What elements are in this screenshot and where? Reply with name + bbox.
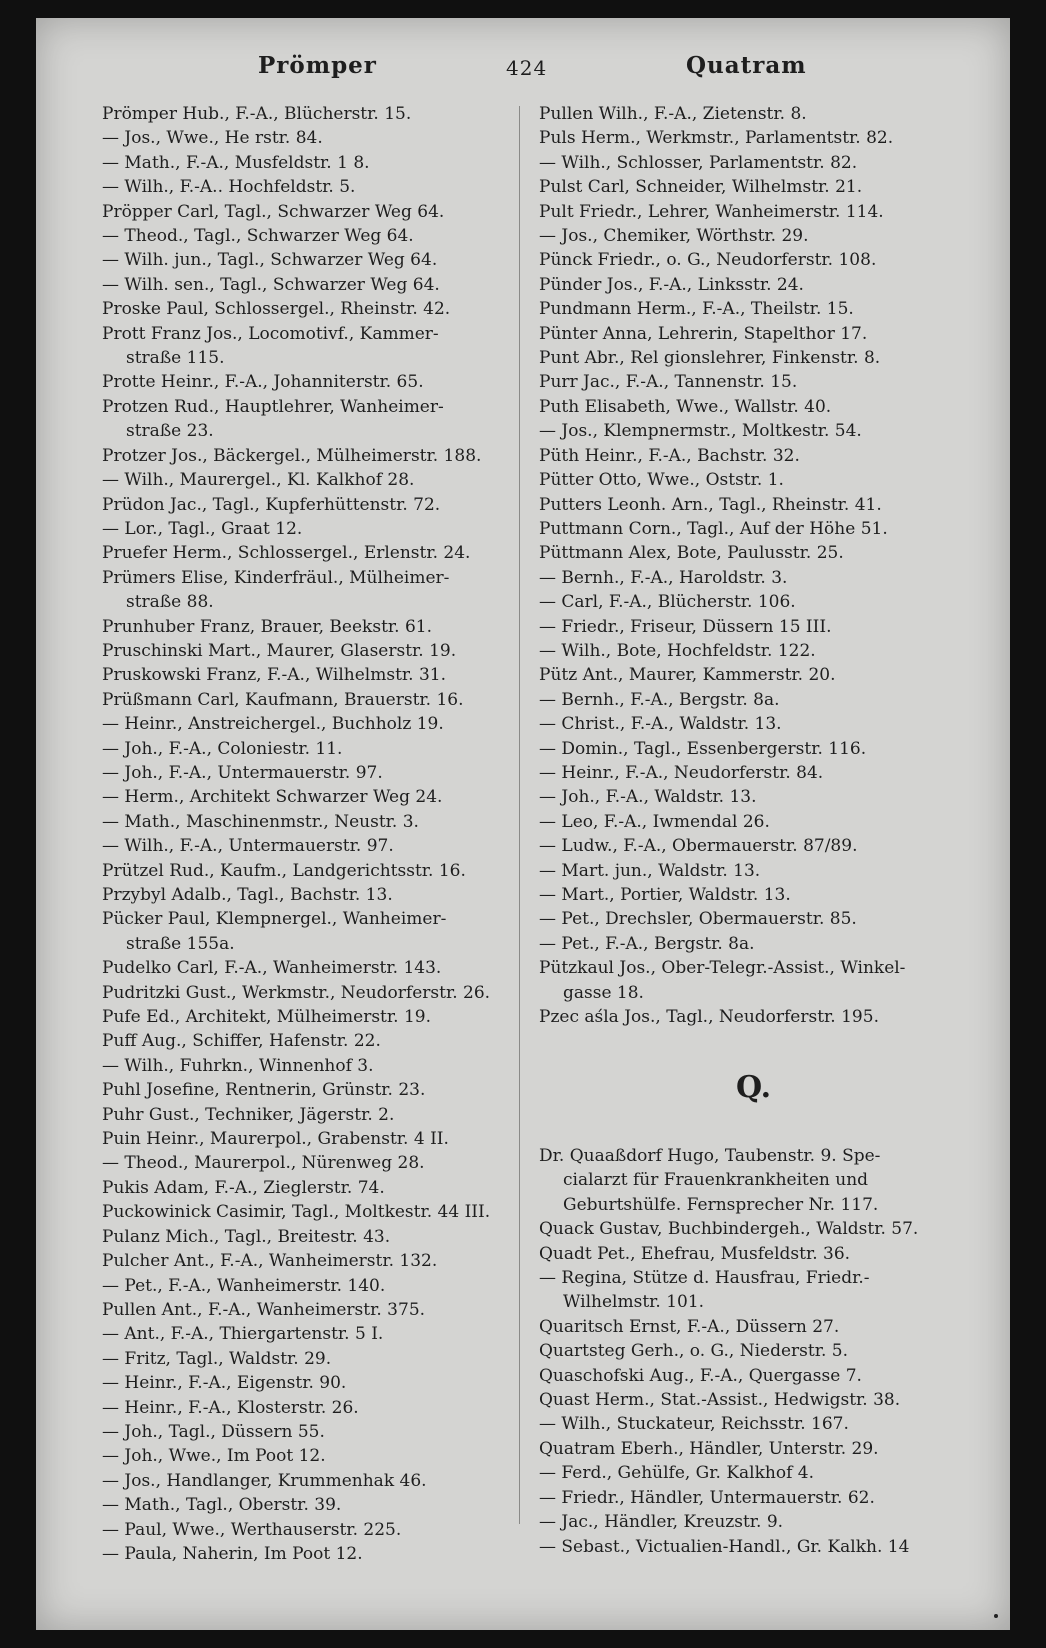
directory-entry: — Jac., Händler, Kreuzstr. 9. [539,1512,784,1533]
directory-entry: Quast Herm., Stat.-Assist., Hedwigstr. 38. [539,1390,901,1411]
directory-entry: Pudelko Carl, F.-A., Wanheimerstr. 143. [102,958,442,979]
directory-entry: Pult Friedr., Lehrer, Wanheimerstr. 114. [539,201,884,222]
directory-entry: cialarzt für Frauenkrankheiten und [563,1170,869,1191]
directory-entry: Prüdon Jac., Tagl., Kupferhüttenstr. 72. [102,494,441,515]
directory-entry: Pudritzki Gust., Werkmstr., Neudorferstr. 26. [102,982,491,1003]
directory-entry: Prümers Elise, Kinderfräul., Mülheimer- [102,567,450,588]
header-right-title: Quatram [686,52,807,79]
directory-entry: Purr Jac., F.-A., Tannenstr. 15. [539,372,798,393]
directory-entry: Prützel Rud., Kaufm., Landgerichtsstr. 16. [102,860,466,881]
directory-entry: Dr. Quaaßdorf Hugo, Taubenstr. 9. Spe- [539,1146,881,1166]
directory-entry: — Wilh., F.-A.. Hochfeldstr. 5. [102,177,356,198]
directory-entry: — Fritz, Tagl., Waldstr. 29. [102,1348,332,1369]
directory-entry: Püth Heinr., F.-A., Bachstr. 32. [539,445,800,466]
directory-entry: — Joh., F.-A., Coloniestr. 11. [102,738,343,759]
directory-entry: Puhl Josefine, Rentnerin, Grünstr. 23. [102,1080,426,1101]
directory-entry: Quartsteg Gerh., o. G., Niederstr. 5. [539,1341,849,1362]
directory-entry: — Heinr., F.-A., Eigenstr. 90. [102,1373,347,1394]
directory-entry: Pünder Jos., F.-A., Linksstr. 24. [539,274,804,295]
directory-entry: — Jos., Chemiker, Wörthstr. 29. [539,226,809,247]
directory-entry: — Heinr., Anstreichergel., Buchholz 19. [102,714,444,735]
directory-entry: Pulcher Ant., F.-A., Wanheimerstr. 132. [102,1251,438,1272]
directory-entry: Prömper Hub., F.-A., Blücherstr. 15. [102,104,412,124]
directory-entry: Pundmann Herm., F.-A., Theilstr. 15. [539,299,854,320]
directory-entry: — Pet., F.-A., Wanheimerstr. 140. [102,1275,386,1296]
column-divider [519,106,520,1524]
directory-entry: — Heinr., F.-A., Klosterstr. 26. [102,1397,359,1418]
section-q-heading: Q. [736,1070,772,1105]
directory-entry: — Math., Tagl., Oberstr. 39. [102,1495,342,1516]
directory-entry: Puhr Gust., Techniker, Jägerstr. 2. [102,1104,395,1125]
directory-entry: Pzec aśla Jos., Tagl., Neudorferstr. 195. [539,1007,879,1028]
directory-entry: — Christ., F.-A., Waldstr. 13. [539,714,782,735]
directory-entry: — Ludw., F.-A., Obermauerstr. 87/89. [539,836,858,857]
directory-entry: Punt Abr., Rel gionslehrer, Finkenstr. 8. [539,348,881,369]
directory-entry: Pützkaul Jos., Ober-Telegr.-Assist., Winkel- [539,958,906,979]
right-column [539,102,959,1029]
directory-entry: Puth Elisabeth, Wwe., Wallstr. 40. [539,396,832,417]
directory-entry: Pünck Friedr., o. G., Neudorferstr. 108. [539,250,877,271]
directory-entry: Pücker Paul, Klempnergel., Wanheimer- [102,909,447,930]
directory-entry: straße 88. [126,592,214,613]
directory-entry: Pulst Carl, Schneider, Wilhelmstr. 21. [539,177,863,198]
directory-entry: Puff Aug., Schiffer, Hafenstr. 22. [102,1031,381,1052]
directory-entry: — Heinr., F.-A., Neudorferstr. 84. [539,762,824,783]
directory-entry: Pröpper Carl, Tagl., Schwarzer Weg 64. [102,201,445,222]
directory-entry: — Theod., Tagl., Schwarzer Weg 64. [102,226,414,247]
directory-entry: — Jos., Handlanger, Krummenhak 46. [102,1470,427,1491]
directory-entry: Pütz Ant., Maurer, Kammerstr. 20. [539,665,836,686]
page-number: 424 [506,56,548,80]
print-mark [994,1614,998,1618]
directory-entry: — Ant., F.-A., Thiergartenstr. 5 I. [102,1324,384,1345]
directory-entry: — Pet., F.-A., Bergstr. 8a. [539,933,755,954]
directory-entry: Prüßmann Carl, Kaufmann, Brauerstr. 16. [102,689,464,710]
directory-entry: Pruskowski Franz, F.-A., Wilhelmstr. 31. [102,665,447,686]
directory-entry: Pukis Adam, F.-A., Zieglerstr. 74. [102,1177,385,1198]
directory-entry: — Wilh., Maurergel., Kl. Kalkhof 28. [102,470,415,491]
directory-entry: — Wilh., Stuckateur, Reichsstr. 167. [539,1414,849,1435]
directory-entry: — Joh., F.-A., Waldstr. 13. [539,787,757,808]
directory-entry: Pünter Anna, Lehrerin, Stapelthor 17. [539,323,868,344]
directory-entry: — Wilh. jun., Tagl., Schwarzer Weg 64. [102,250,438,271]
directory-entry: Puttmann Corn., Tagl., Auf der Höhe 51. [539,518,888,539]
directory-entry: Pullen Wilh., F.-A., Zietenstr. 8. [539,104,807,124]
directory-entry: Püttmann Alex, Bote, Paulusstr. 25. [539,543,844,564]
directory-entry: — Herm., Architekt Schwarzer Weg 24. [102,787,443,808]
directory-entry: — Leo, F.-A., Iwmendal 26. [539,811,770,832]
directory-entry: — Sebast., Victualien-Handl., Gr. Kalkh. 14 [539,1536,910,1557]
directory-entry: Przybyl Adalb., Tagl., Bachstr. 13. [102,885,393,905]
directory-entry: — Ferd., Gehülfe, Gr. Kalkhof 4. [539,1463,815,1484]
directory-entry: — Joh., Tagl., Düssern 55. [102,1421,325,1442]
directory-entry: — Math., Maschinenmstr., Neustr. 3. [102,811,419,832]
directory-entry: — Wilh., Fuhrkn., Winnenhof 3. [102,1055,374,1076]
directory-entry: — Jos., Klempnermstr., Moltkestr. 54. [539,421,862,442]
directory-entry: — Paul, Wwe., Werthauserstr. 225. [102,1519,402,1540]
directory-entry: — Mart. jun., Waldstr. 13. [539,860,761,881]
directory-entry: — Bernh., F.-A., Bergstr. 8a. [539,689,780,710]
directory-entry: — Joh., Wwe., Im Poot 12. [102,1446,326,1467]
directory-entry: — Pet., Drechsler, Obermauerstr. 85. [539,909,857,930]
directory-entry: — Mart., Portier, Waldstr. 13. [539,885,791,905]
directory-entry: straße 115. [126,348,225,369]
header-left-title: Prömper [258,52,377,79]
directory-entry: Prott Franz Jos., Locomotivf., Kammer- [102,323,439,344]
directory-entry: Quaschofski Aug., F.-A., Quergasse 7. [539,1365,862,1386]
directory-entry: Prunhuber Franz, Brauer, Beekstr. 61. [102,616,433,637]
directory-entry: — Bernh., F.-A., Haroldstr. 3. [539,567,788,588]
directory-entry: — Paula, Naherin, Im Poot 12. [102,1543,363,1564]
directory-entry: — Jos., Wwe., He rstr. 84. [102,128,323,149]
directory-entry: — Joh., F.-A., Untermauerstr. 97. [102,762,383,783]
directory-entry: — Wilh., Schlosser, Parlamentstr. 82. [539,152,858,173]
directory-entry: Pulanz Mich., Tagl., Breitestr. 43. [102,1226,391,1247]
directory-entry: — Wilh., F.-A., Untermauerstr. 97. [102,836,394,857]
directory-entry: Protte Heinr., F.-A., Johanniterstr. 65. [102,372,424,393]
directory-entry: Geburtshülfe. Fernsprecher Nr. 117. [563,1194,879,1215]
directory-entry: Puls Herm., Werkmstr., Parlamentstr. 82. [539,128,894,149]
directory-entry: Proske Paul, Schlossergel., Rheinstr. 42. [102,299,451,320]
directory-entry: Puckowinick Casimir, Tagl., Moltkestr. 44 III. [102,1202,491,1223]
directory-entry: — Theod., Maurerpol., Nürenweg 28. [102,1153,425,1174]
directory-entry: Quatram Eberh., Händler, Unterstr. 29. [539,1438,879,1459]
directory-entry: Pruschinski Mart., Maurer, Glaserstr. 19. [102,640,457,661]
directory-entry: Wilhelmstr. 101. [563,1292,705,1313]
directory-entry: Pütter Otto, Wwe., Oststr. 1. [539,470,784,491]
directory-entry: — Friedr., Händler, Untermauerstr. 62. [539,1487,875,1508]
directory-entry: Quadt Pet., Ehefrau, Musfeldstr. 36. [539,1243,851,1264]
directory-entry: Protzer Jos., Bäckergel., Mülheimerstr. 188. [102,445,482,466]
directory-entry: — Wilh., Bote, Hochfeldstr. 122. [539,640,816,661]
directory-entry: Pruefer Herm., Schlossergel., Erlenstr. 24. [102,543,471,564]
q-section-entries [539,1144,959,1559]
directory-entry: — Lor., Tagl., Graat 12. [102,518,303,539]
directory-entry: Pullen Ant., F.-A., Wanheimerstr. 375. [102,1299,426,1320]
directory-entry: gasse 18. [563,982,644,1003]
directory-page [36,18,1010,1630]
directory-entry: — Wilh. sen., Tagl., Schwarzer Weg 64. [102,274,440,295]
directory-entry: Quaritsch Ernst, F.-A., Düssern 27. [539,1316,840,1337]
directory-entry: Quack Gustav, Buchbindergeh., Waldstr. 57. [539,1219,919,1240]
directory-entry: — Friedr., Friseur, Düssern 15 III. [539,616,832,637]
directory-entry: straße 155a. [126,933,235,954]
directory-entry: — Domin., Tagl., Essenbergerstr. 116. [539,738,867,759]
directory-entry: Puin Heinr., Maurerpol., Grabenstr. 4 II. [102,1129,449,1150]
directory-entry: — Math., F.-A., Musfeldstr. 1 8. [102,152,370,173]
directory-entry: straße 23. [126,421,214,442]
directory-entry: Pufe Ed., Architekt, Mülheimerstr. 19. [102,1007,431,1028]
directory-entry: — Regina, Stütze d. Hausfrau, Friedr.- [539,1268,870,1289]
directory-entry: — Carl, F.-A., Blücherstr. 106. [539,592,796,613]
directory-entry: Protzen Rud., Hauptlehrer, Wanheimer- [102,396,444,417]
left-column [102,102,512,1566]
directory-entry: Putters Leonh. Arn., Tagl., Rheinstr. 41. [539,494,882,515]
